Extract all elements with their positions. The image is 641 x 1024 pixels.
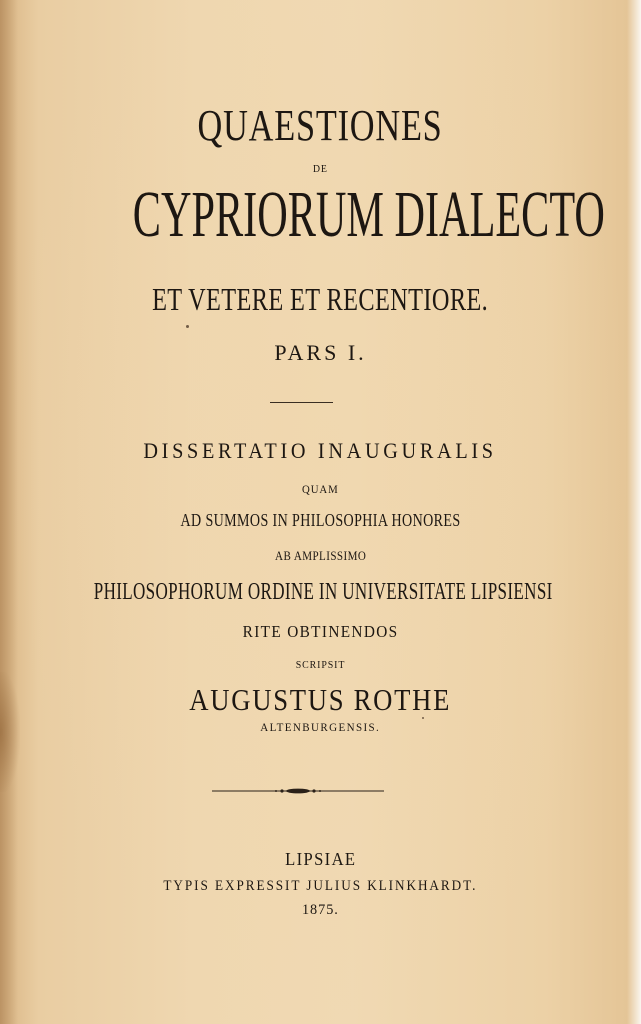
printer-line [0,878,641,894]
rite-line-text: RITE OBTINENDOS [242,622,399,641]
year-text: 1875. [302,902,339,918]
short-divider-rule [270,402,333,403]
ink-speck [422,717,424,719]
ab-amplissimo-line [0,548,641,564]
university-line-text: PHILOSOPHORUM ORDINE IN UNIVERSITATE LIPSIENSI [93,579,553,605]
university-line [0,580,641,604]
ab-amplissimo-text: AB AMPLISSIMO [274,548,367,563]
quam-line [0,481,641,497]
rite-line [0,623,641,641]
title-connector-text: DE [312,163,328,175]
author-origin [0,719,641,735]
author-name-text: AUGUSTUS ROTHE [189,682,452,717]
ink-speck [186,325,189,328]
title-line-2-text: CYPRIORUM DIALECTO [132,178,605,251]
scripsit-line [0,656,641,672]
quam-text: QUAM [302,482,339,496]
author-name [0,684,641,715]
purpose-line-text: AD SUMMOS IN PHILOSOPHIA HONORES [180,510,461,530]
printer-text: TYPIS EXPRESSIT JULIUS KLINKHARDT. [163,878,478,894]
part-label-text: PARS I. [274,340,367,365]
title-line-1 [0,101,641,150]
title-connector [0,160,641,176]
dissertation-heading [0,440,641,462]
place-of-publication [0,850,641,869]
author-origin-text: ALTENBURGENSIS. [260,720,381,734]
title-line-3-text: ET VETERE ET RECENTIORE. [152,281,489,317]
part-label [0,342,641,364]
purpose-line [0,511,641,530]
title-line-1-text: QUAESTIONES [197,101,443,150]
publication-year [0,902,641,918]
scripsit-text: SCRIPSIT [295,659,346,671]
title-line-2 [0,178,641,251]
dissertation-heading-text: DISSERTATIO INAUGURALIS [143,438,498,463]
title-line-3 [0,283,641,315]
ornamental-rule-icon [212,784,384,798]
place-text: LIPSIAE [284,849,357,869]
